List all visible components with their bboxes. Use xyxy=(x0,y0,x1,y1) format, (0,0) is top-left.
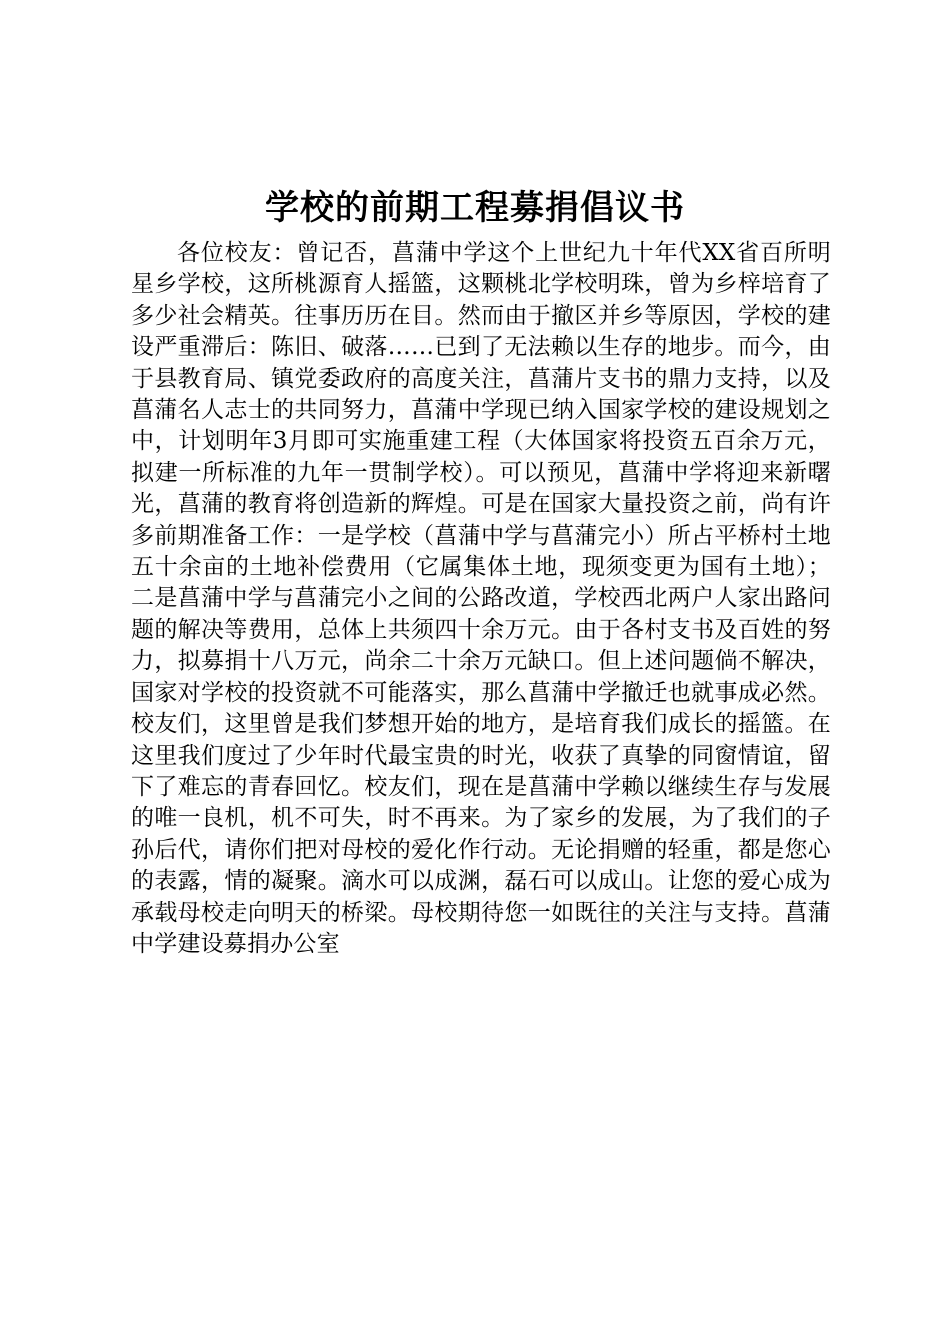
document-title: 学校的前期工程募捐倡议书 xyxy=(265,188,685,228)
document-body-paragraph: 各位校友：曾记否，菖蒲中学这个上世纪九十年代XX省百所明星乡学校，这所桃源育人摇篮，这颗桃北学校明珠，曾为乡梓培育了多少社会精英。往事历历在目。然而由于撤区并乡等原因，学校的建设严重滞后：陈旧、破落……已到了无法赖以生存的地步。而今，由于县教育局、镇党委政府的高度关注，菖蒲片支书的鼎力支持，以及菖蒲名人志士的共同努力，菖蒲中学现已纳入国家学校的建设规划之中，计划明年3月即可实施重建工程（大体国家将投资五百余万元，拟建一所标准的九年一贯制学校）。可以预见，菖蒲中学将迎来新曙光，菖蒲的教育将创造新的辉煌。可是在国家大量投资之前，尚有许多前期准备工作：一是学校（菖蒲中学与菖蒲完小）所占平桥村土地五十余亩的土地补偿费用（它属集体土地，现须变更为国有土地）；二是菖蒲中学与菖蒲完小之间的公路改道，学校西北两户人家出路问题的解决等费用，总体上共须四十余万元。由于各村支书及百姓的努力，拟募捐十八万元，尚余二十余万元缺口。但上述问题倘不解决，国家对学校的投资就不可能落实，那么菖蒲中学撤迁也就事成必然。校友们，这里曾是我们梦想开始的地方，是培育我们成长的摇篮。在这里我们度过了少年时代最宝贵的时光，收获了真挚的同窗情谊，留下了难忘的青春回忆。校友们，现在是菖蒲中学赖以继续生存与发展的唯一良机，机不可失，时不再来。为了家乡的发展，为了我们的子孙后代，请你们把对母校的爱化作行动。无论捐赠的轻重，都是您心的表露，情的凝聚。滴水可以成渊，磊石可以成山。让您的爱心成为承载母校走向明天的桥梁。母校期待您一如既往的关注与支持。菖蒲中学建设募捐办公室 xyxy=(131,240,831,957)
